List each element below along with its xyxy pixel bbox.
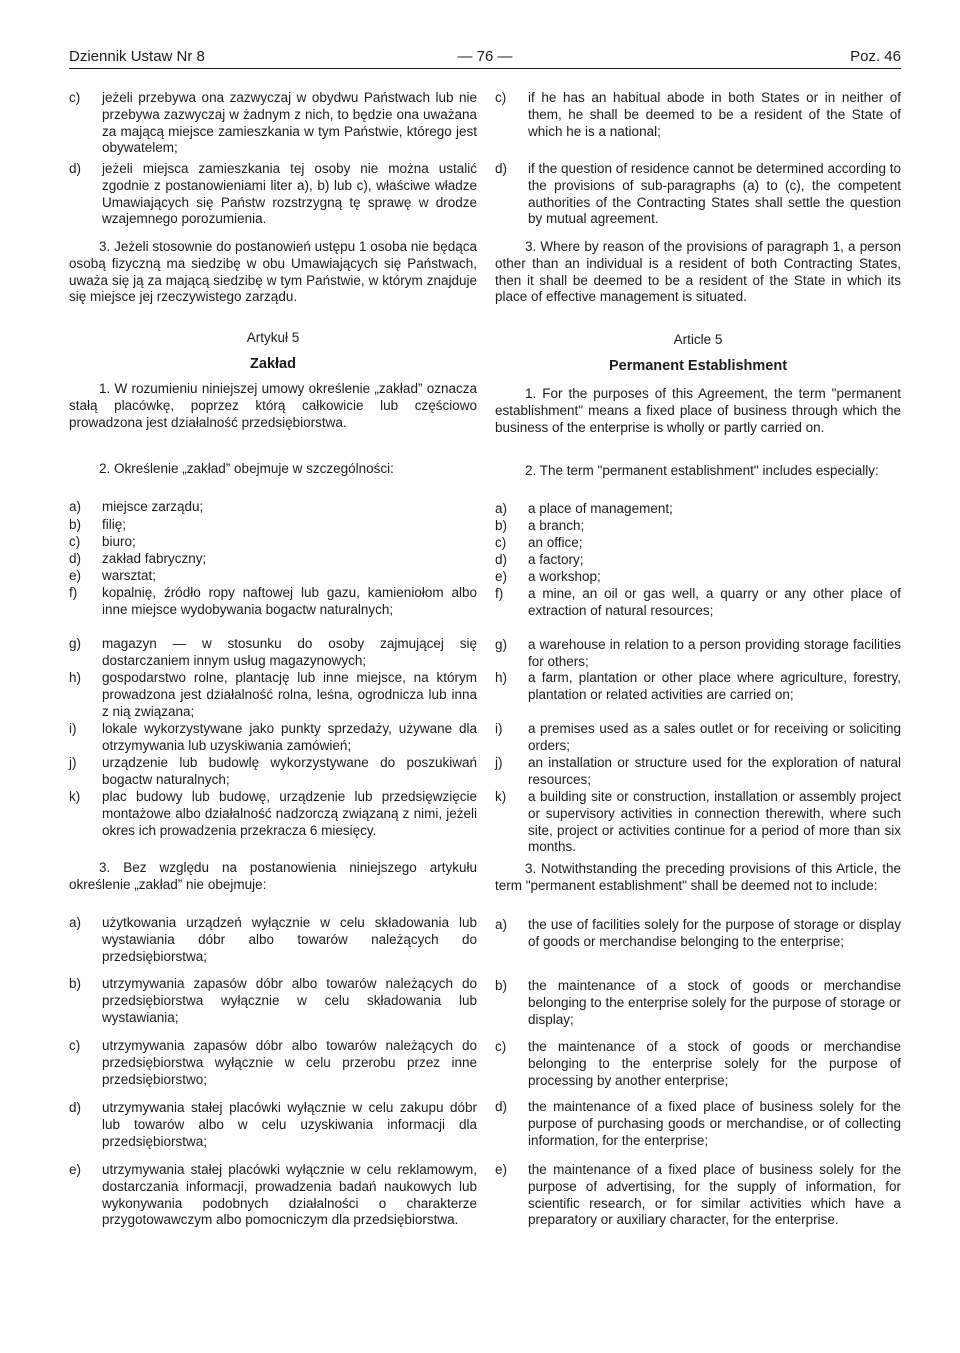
item-label: k): [69, 789, 81, 804]
item-text: a workshop;: [528, 569, 601, 584]
item-text: a mine, an oil or gas well, a quarry or any other place of extraction of natural resources;: [528, 586, 901, 618]
exclusion-b: [69, 976, 477, 1026]
exclusion-d: [495, 1099, 901, 1149]
item-text: warsztat;: [102, 568, 157, 583]
list-item-k: [495, 789, 901, 856]
article-number: Artykuł 5: [246, 330, 300, 345]
item-label: d): [495, 1099, 508, 1114]
article-title: Zakład: [250, 356, 296, 372]
item-text: the maintenance of a stock of goods or merchandise belonging to the enterprise solely for the purpose of processing by another enterprise;: [528, 1039, 901, 1088]
paragraph-3: 3. Where by reason of the provisions of paragraph 1, a person other than an individual is a resident of both Contracting States, then it shall be deemed to be a resident of the State in which its place of effective management is situated.: [495, 239, 901, 305]
item-text: filię;: [102, 517, 127, 532]
item-text: jeżeli miejsca zamieszkania tej osoby nie można ustalić zgodnie z postanowieniami liter a), b) lub c), właściwe władze Umawiających się Państw rozstrzygną tę sprawę w drodze wzajemnego porozumienia.: [102, 161, 477, 227]
item-text: the use of facilities solely for the purpose of storage or display of goods or merchandise belonging to the enterprise;: [528, 917, 901, 949]
list-item-a: [495, 501, 901, 518]
exclusion-d: [69, 1100, 477, 1150]
item-text: użytkowania urządzeń wyłącznie w celu składowania lub wystawiania dóbr albo towarów należących do przedsiębiorstwa;: [102, 915, 477, 964]
item-label: f): [495, 586, 504, 601]
item-label: b): [495, 518, 508, 533]
item-text: utrzymywania zapasów dóbr albo towarów należących do przedsiębiorstwa wyłącznie w celu składowania lub wystawiania;: [102, 976, 477, 1025]
item-text: lokale wykorzystywane jako punkty sprzedaży, używane dla otrzymywania lub uzyskiwania zamówień;: [102, 721, 477, 753]
item-label: a): [69, 499, 82, 514]
item-text: if the question of residence cannot be determined according to the provisions of sub-paragraphs (a) to (c), the competent authorities of the Contracting States shall settle the question by mutual agreement.: [528, 161, 901, 227]
list-item-c: [69, 534, 477, 551]
list-item-g: [495, 637, 901, 671]
exclusion-c: [69, 1038, 477, 1088]
header-rule: [69, 68, 901, 69]
item-label: h): [495, 670, 508, 685]
item-label: b): [69, 976, 82, 991]
list-item-h: [69, 670, 477, 720]
item-label: d): [495, 161, 508, 176]
item-text: a place of management;: [528, 501, 673, 516]
list-item-c: [495, 535, 901, 552]
item-text: kopalnię, źródło ropy naftowej lub gazu, kamieniołom albo inne miejsce wydobywania bogactw naturalnych;: [102, 585, 477, 617]
item-text: if he has an habitual abode in both States or in neither of them, he shall be deemed to be a resident of the State of which he is a national;: [528, 90, 901, 139]
paragraph-3: 3. Jeżeli stosownie do postanowień ustępu 1 osoba nie będąca osobą fizyczną ma siedzibę w obu Umawiających się Państwach, uważa się ją za mającą siedzibę w tym Państwie, w którym znajduje się miejsce jej rzeczywistego zarządu.: [69, 239, 477, 305]
item-text: a farm, plantation or other place where agriculture, forestry, plantation or related activities are carried on;: [528, 670, 901, 702]
item-label: a): [495, 501, 508, 516]
item-text: zakład fabryczny;: [102, 551, 207, 566]
item-text: utrzymywania stałej placówki wyłącznie w celu reklamowym, dostarczania informacji, prowadzenia badań naukowych lub wykonywania podobnych działalności o charakterze przygotowawczym albo pomocniczym dla przedsiębiorstwa.: [102, 1162, 477, 1228]
item-label: d): [69, 551, 82, 566]
article-5-paragraph-3: 3. Notwithstanding the preceding provisions of this Article, the term "permanent establishment" shall be deemed not to include:: [495, 861, 901, 893]
item-text: plac budowy lub budowę, urządzenie lub przedsięwzięcie montażowe albo działalność nadzorczą związaną z nimi, jeżeli okres ich prowadzenia przekracza 6 miesięcy.: [102, 789, 477, 838]
exclusion-b: [495, 978, 901, 1028]
item-label: b): [495, 978, 508, 993]
item-label: g): [495, 637, 508, 652]
item-label: e): [495, 569, 508, 584]
item-label: c): [495, 1039, 507, 1054]
item-label: b): [69, 517, 82, 532]
item-text: biuro;: [102, 534, 136, 549]
item-label: a): [495, 917, 508, 932]
item-label: c): [495, 90, 507, 105]
item-text: gospodarstwo rolne, plantację lub inne miejsce, na którym prowadzona jest działalność rolna, leśna, ogrodnicza lub inna z nią związana;: [102, 670, 477, 719]
item-label: k): [495, 789, 507, 804]
list-item-e: [69, 568, 477, 585]
page-number: — 76 —: [457, 48, 513, 65]
list-item-f: [495, 586, 901, 620]
article-5-paragraph-2: 2. The term "permanent establishment" includes especially:: [525, 463, 879, 478]
list-item-d: [495, 552, 901, 569]
list-item-a: [69, 499, 477, 516]
item-text: urządzenie lub budowlę wykorzystywane do poszukiwań bogactw naturalnych;: [102, 755, 477, 787]
exclusion-a: [495, 917, 901, 951]
article-5-paragraph-2: 2. Określenie „zakład” obejmuje w szczególności:: [99, 461, 394, 476]
exclusion-a: [69, 915, 477, 965]
item-label: a): [69, 915, 82, 930]
list-item-g: [69, 636, 477, 670]
item-label: c): [69, 90, 81, 105]
item-label: f): [69, 585, 78, 600]
list-item-b: [495, 518, 901, 535]
journal-title: Dziennik Ustaw Nr 8: [69, 48, 205, 65]
item-text: the maintenance of a fixed place of business solely for the purpose of advertising, for the supply of information, for scientific research, or for similar activities which have a preparatory or auxiliary character, for the enterprise.: [528, 1162, 901, 1228]
item-label: e): [69, 568, 82, 583]
list-item-k: [69, 789, 477, 839]
list-item-i: [495, 721, 901, 755]
article-5-paragraph-1: 1. For the purposes of this Agreement, the term "permanent establishment" means a fixed place of business through which the business of the enterprise is wholly or partly carried on.: [495, 386, 901, 435]
item-d: [69, 161, 477, 228]
item-text: jeżeli przebywa ona zazwyczaj w obydwu Państwach lub nie przebywa zazwyczaj w żadnym z nich, to będzie ona uważana za mającą miejsce zamieszkania w tym Państwie, którego jest obywatelem;: [102, 90, 477, 156]
item-text: miejsce zarządu;: [102, 499, 204, 514]
item-label: c): [69, 534, 81, 549]
item-text: the maintenance of a fixed place of business solely for the purpose of purchasing goods or merchandise, or of collecting information, for the enterprise;: [528, 1099, 901, 1148]
list-item-d: [69, 551, 477, 568]
article-title: Permanent Establishment: [608, 358, 788, 374]
item-text: utrzymywania zapasów dóbr albo towarów należących do przedsiębiorstwa wyłącznie w celu przerobu przez inne przedsiębiorstwo;: [102, 1038, 477, 1087]
item-label: j): [69, 755, 77, 770]
item-label: e): [495, 1162, 508, 1177]
list-item-h: [495, 670, 901, 704]
item-label: h): [69, 670, 82, 685]
position-number: Poz. 46: [850, 48, 901, 65]
item-label: i): [495, 721, 503, 736]
list-item-j: [69, 755, 477, 789]
exclusion-c: [495, 1039, 901, 1089]
item-label: d): [69, 1100, 82, 1115]
item-text: magazyn — w stosunku do osoby zajmującej się dostarczaniem innym usług magazynowych;: [102, 636, 477, 668]
list-item-f: [69, 585, 477, 619]
running-header: [69, 48, 901, 70]
list-item-j: [495, 755, 901, 789]
item-text: an installation or structure used for the exploration of natural resources;: [528, 755, 901, 787]
item-text: a warehouse in relation to a person providing storage facilities for others;: [528, 637, 901, 669]
item-label: e): [69, 1162, 82, 1177]
list-item-e: [495, 569, 901, 586]
item-label: g): [69, 636, 82, 651]
item-text: a premises used as a sales outlet or for receiving or soliciting orders;: [528, 721, 901, 753]
article-5-paragraph-3: 3. Bez względu na postanowienia niniejszego artykułu określenie „zakład” nie obejmuje:: [69, 860, 477, 892]
article-number: Article 5: [673, 332, 723, 347]
article-5-paragraph-1: 1. W rozumieniu niniejszej umowy określenie „zakład” oznacza stałą placówkę, poprzez którą całkowicie lub częściowo prowadzona jest działalność przedsiębiorstwa.: [69, 381, 477, 430]
item-label: c): [69, 1038, 81, 1053]
item-d: [495, 161, 901, 228]
item-label: i): [69, 721, 77, 736]
item-c: [69, 90, 477, 157]
item-label: d): [69, 161, 82, 176]
item-text: a building site or construction, installation or assembly project or supervisory activities in connection therewith, where such site, project or activities continue for a period of more than six months.: [528, 789, 901, 855]
item-c: [495, 90, 901, 140]
item-text: an office;: [528, 535, 583, 550]
item-text: a branch;: [528, 518, 585, 533]
item-text: the maintenance of a stock of goods or merchandise belonging to the enterprise solely for the purpose of storage or display;: [528, 978, 901, 1027]
item-label: c): [495, 535, 507, 550]
item-text: utrzymywania stałej placówki wyłącznie w celu zakupu dóbr lub towarów albo w celu uzyskiwania informacji dla przedsiębiorstwa;: [102, 1100, 477, 1149]
list-item-b: [69, 517, 477, 534]
item-label: d): [495, 552, 508, 567]
item-label: j): [495, 755, 503, 770]
list-item-i: [69, 721, 477, 755]
item-text: a factory;: [528, 552, 584, 567]
exclusion-e: [495, 1162, 901, 1229]
exclusion-e: [69, 1162, 477, 1229]
